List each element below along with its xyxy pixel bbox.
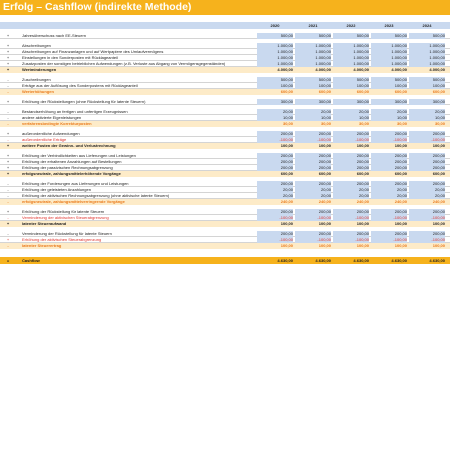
value-cell[interactable]: 100,00 [371, 243, 407, 249]
value-cell[interactable]: 1.000,00 [371, 43, 407, 49]
value-cell[interactable]: 200,00 [333, 209, 369, 215]
operator-cell: + [6, 237, 10, 242]
value-cell[interactable]: 20,00 [371, 187, 407, 193]
operator-cell: + [6, 171, 10, 176]
value-cell[interactable]: 200,00 [409, 159, 445, 165]
value-cell[interactable]: 20,00 [333, 109, 369, 115]
value-cell[interactable]: 200,00 [295, 153, 331, 159]
value-cell[interactable]: 10,00 [371, 115, 407, 121]
value-cell[interactable]: 200,00 [257, 181, 293, 187]
value-cell[interactable]: 200,00 [333, 181, 369, 187]
operator-cell: + [6, 49, 10, 54]
value-cell[interactable]: 500,00 [257, 77, 293, 83]
value-cell[interactable]: 200,00 [371, 181, 407, 187]
row-label[interactable]: Erhöhung der Rückstellung für latente Steuern [22, 209, 105, 214]
value-cell[interactable]: -100,00 [257, 137, 293, 143]
value-cell[interactable]: 500,00 [295, 77, 331, 83]
row-label[interactable]: Erhöhung der Verbindlichkeiten aus Lieferungen und Leistungen [22, 153, 136, 158]
value-cell[interactable]: 20,00 [257, 109, 293, 115]
value-cell[interactable]: 200,00 [333, 153, 369, 159]
year-header[interactable]: 2024 [422, 23, 432, 28]
value-cell[interactable]: 1.000,00 [371, 55, 407, 61]
row-label[interactable]: andere aktivierte Eigenleistungen [22, 115, 82, 120]
value-cell[interactable]: 100,00 [257, 143, 293, 149]
value-cell[interactable]: 600,00 [333, 89, 369, 95]
value-cell[interactable]: 4.630,00 [333, 257, 369, 264]
value-cell[interactable]: 200,00 [257, 131, 293, 137]
value-cell[interactable]: 200,00 [295, 181, 331, 187]
value-cell[interactable]: 4.000,00 [257, 67, 293, 73]
value-cell[interactable]: 200,00 [409, 131, 445, 137]
value-cell[interactable]: 240,00 [295, 199, 331, 205]
value-cell[interactable]: 500,00 [295, 33, 331, 39]
operator-cell: + [6, 143, 10, 148]
year-header[interactable]: 2022 [346, 23, 356, 28]
value-cell[interactable]: 100,00 [333, 143, 369, 149]
value-cell[interactable]: 600,00 [295, 171, 331, 177]
value-cell[interactable]: 1.000,00 [333, 55, 369, 61]
value-cell[interactable]: 30,00 [333, 121, 369, 127]
row-label[interactable]: Verminderung der aktivischen Steuerabgrenzung [22, 215, 109, 220]
value-cell[interactable]: -100,00 [371, 137, 407, 143]
row-label[interactable]: Erhöhung der Rückstellungen (ohne Rückstellung für latente Steuern) [22, 99, 146, 104]
value-cell[interactable]: 200,00 [371, 209, 407, 215]
row-label[interactable]: Jahresüberschuss nach EE-Steuern [22, 33, 87, 38]
row-label[interactable]: Bestandserhöhung an fertigen und unfertigen Erzeugnissen [22, 109, 128, 114]
value-cell[interactable]: 200,00 [295, 131, 331, 137]
value-cell[interactable]: 10,00 [409, 115, 445, 121]
value-cell[interactable]: 100,00 [257, 243, 293, 249]
row-label[interactable]: weitere Posten der Gewinn- und Verlustrechnung [22, 143, 116, 148]
value-cell[interactable]: -100,00 [371, 237, 407, 243]
value-cell[interactable]: 100,00 [295, 143, 331, 149]
value-cell[interactable]: 1.000,00 [295, 49, 331, 55]
row-label[interactable]: Erhöhung der Forderungen aus Lieferungen und Leistungen [22, 181, 129, 186]
value-cell[interactable]: 600,00 [371, 89, 407, 95]
value-cell[interactable]: 200,00 [257, 165, 293, 171]
value-cell[interactable]: 200,00 [295, 209, 331, 215]
row-label[interactable]: außerordentliche Erträge [22, 137, 67, 142]
value-cell[interactable]: 600,00 [257, 171, 293, 177]
row-label[interactable]: Erträge aus der Auflösung des Sonderpostens mit Rücklageanteil [22, 83, 138, 88]
value-cell[interactable]: 200,00 [371, 165, 407, 171]
value-cell[interactable]: 4.630,00 [371, 257, 407, 264]
value-cell[interactable]: 200,00 [371, 231, 407, 237]
operator-cell: + [6, 159, 10, 164]
value-cell[interactable]: 240,00 [371, 199, 407, 205]
value-cell[interactable]: 200,00 [295, 231, 331, 237]
value-cell[interactable]: 100,00 [295, 221, 331, 227]
value-cell[interactable]: -100,00 [333, 215, 369, 221]
value-cell[interactable]: 1.000,00 [409, 49, 445, 55]
value-cell[interactable]: 500,00 [409, 33, 445, 39]
value-cell[interactable]: 1.000,00 [371, 61, 407, 67]
sheet-title: Erfolg – Cashflow (indirekte Methode) [0, 0, 450, 15]
value-cell[interactable]: 500,00 [333, 33, 369, 39]
year-header-row [0, 22, 450, 29]
value-cell[interactable]: 30,00 [295, 121, 331, 127]
value-cell[interactable]: 4.000,00 [333, 67, 369, 73]
operator-cell: - [7, 187, 9, 192]
value-cell[interactable]: 4.000,00 [371, 67, 407, 73]
operator-cell: + [6, 55, 10, 60]
value-cell[interactable]: 4.630,00 [257, 257, 293, 264]
value-cell[interactable]: 1.000,00 [257, 55, 293, 61]
value-cell[interactable]: 200,00 [333, 131, 369, 137]
value-cell[interactable]: 1.000,00 [257, 43, 293, 49]
operator-cell: - [7, 243, 9, 248]
value-cell[interactable]: 20,00 [409, 109, 445, 115]
value-cell[interactable]: 200,00 [371, 159, 407, 165]
value-cell[interactable]: 10,00 [295, 115, 331, 121]
value-cell[interactable]: 200,00 [333, 165, 369, 171]
value-cell[interactable]: 200,00 [409, 209, 445, 215]
operator-cell: + [6, 43, 10, 48]
value-cell[interactable]: 200,00 [257, 231, 293, 237]
value-cell[interactable]: 1.000,00 [295, 61, 331, 67]
value-cell[interactable]: 200,00 [371, 131, 407, 137]
value-cell[interactable]: 200,00 [371, 153, 407, 159]
operator-cell: + [6, 99, 10, 104]
value-cell[interactable]: 200,00 [409, 181, 445, 187]
row-label[interactable]: Erhöhung der passivischen Rechnungsabgrenzung [22, 165, 113, 170]
row-label[interactable]: Erhöhung der aktivischen Rechnungsabgrenzung (ohne aktivische latente Steuern) [22, 193, 170, 198]
value-cell[interactable]: 10,00 [333, 115, 369, 121]
value-cell[interactable]: 600,00 [257, 89, 293, 95]
value-cell[interactable]: 1.000,00 [333, 49, 369, 55]
operator-cell: - [7, 115, 9, 120]
row-label[interactable]: außerordentliche Aufwendungen [22, 131, 80, 136]
operator-cell: + [6, 33, 10, 38]
cashflow-table [0, 22, 450, 264]
operator-cell: - [7, 181, 9, 186]
value-cell[interactable]: 20,00 [257, 187, 293, 193]
value-cell[interactable]: 4.630,00 [409, 257, 445, 264]
value-cell[interactable]: 200,00 [333, 231, 369, 237]
row-label[interactable]: Cashflow [22, 258, 40, 263]
value-cell[interactable]: 200,00 [295, 159, 331, 165]
value-cell[interactable]: 500,00 [409, 77, 445, 83]
operator-cell: - [7, 121, 9, 126]
value-cell[interactable]: 100,00 [409, 83, 445, 89]
value-cell[interactable]: 1.000,00 [257, 61, 293, 67]
value-cell[interactable]: 200,00 [257, 209, 293, 215]
value-cell[interactable]: -100,00 [295, 237, 331, 243]
value-cell[interactable]: 100,00 [333, 221, 369, 227]
value-cell[interactable]: 100,00 [409, 221, 445, 227]
row-label[interactable]: Abschreibungen auf Finanzanlagen und auf Wertpapiere des Umlaufvermögens [22, 49, 164, 54]
value-cell[interactable]: 600,00 [409, 171, 445, 177]
operator-cell: - [7, 83, 9, 88]
value-cell[interactable]: 240,00 [409, 199, 445, 205]
value-cell[interactable]: 200,00 [295, 165, 331, 171]
value-cell[interactable]: 100,00 [257, 221, 293, 227]
value-cell[interactable]: 600,00 [333, 171, 369, 177]
row-label[interactable]: Einstellungen in den Sonderposten mit Rücklageanteil [22, 55, 118, 60]
operator-cell: + [6, 153, 10, 158]
value-cell[interactable]: 20,00 [295, 109, 331, 115]
operator-cell: + [6, 61, 10, 66]
row-label[interactable]: Abschreibungen [22, 43, 51, 48]
row-label[interactable]: Erhöhung der geleisteten Anzahlungen [22, 187, 91, 192]
value-cell[interactable]: 1.000,00 [257, 49, 293, 55]
value-cell[interactable]: 1.000,00 [371, 49, 407, 55]
year-header[interactable]: 2023 [384, 23, 394, 28]
row-label[interactable]: erfolgsneutrale, zahlungsmittelerhöhende Vorgänge [22, 171, 121, 176]
value-cell[interactable]: 100,00 [409, 143, 445, 149]
value-cell[interactable]: 100,00 [333, 83, 369, 89]
value-cell[interactable]: 100,00 [409, 243, 445, 249]
value-cell[interactable]: 240,00 [333, 199, 369, 205]
operator-cell: - [7, 137, 9, 142]
value-cell[interactable]: 20,00 [333, 193, 369, 199]
value-cell[interactable]: 1.000,00 [409, 55, 445, 61]
value-cell[interactable]: 500,00 [333, 77, 369, 83]
value-cell[interactable]: 240,00 [257, 199, 293, 205]
value-cell[interactable]: 30,00 [371, 121, 407, 127]
row-label[interactable]: Erhöhung der aktivischen Steuerabgrenzung [22, 237, 102, 242]
value-cell[interactable]: 4.000,00 [295, 67, 331, 73]
operator-cell: - [7, 199, 9, 204]
value-cell[interactable]: 200,00 [409, 231, 445, 237]
value-cell[interactable]: 200,00 [409, 153, 445, 159]
operator-cell: - [7, 89, 9, 94]
value-cell[interactable]: 100,00 [371, 83, 407, 89]
value-cell[interactable]: 1.000,00 [409, 61, 445, 67]
year-header[interactable]: 2020 [270, 23, 280, 28]
value-cell[interactable]: -100,00 [409, 215, 445, 221]
value-cell[interactable]: 20,00 [333, 187, 369, 193]
value-cell[interactable]: 300,00 [333, 99, 369, 105]
total-row [0, 257, 450, 264]
value-cell[interactable]: 500,00 [257, 33, 293, 39]
row-label[interactable]: erfolgsneutrale, zahlungsmittelverringernde Vorgänge [22, 199, 125, 204]
value-cell[interactable]: 20,00 [409, 187, 445, 193]
operator-cell: - [7, 231, 9, 236]
value-cell[interactable]: -100,00 [257, 215, 293, 221]
year-header[interactable]: 2021 [308, 23, 318, 28]
value-cell[interactable]: -100,00 [333, 237, 369, 243]
value-cell[interactable]: -100,00 [409, 237, 445, 243]
operator-cell: - [7, 215, 9, 220]
value-cell[interactable]: -100,00 [295, 215, 331, 221]
operator-cell: + [6, 209, 10, 214]
value-cell[interactable]: 100,00 [295, 243, 331, 249]
value-cell[interactable]: 20,00 [371, 109, 407, 115]
value-cell[interactable]: 200,00 [409, 165, 445, 171]
row-label[interactable]: Zuschreibungen [22, 77, 51, 82]
value-cell[interactable]: 30,00 [257, 121, 293, 127]
value-cell[interactable]: 200,00 [333, 159, 369, 165]
value-cell[interactable]: 300,00 [371, 99, 407, 105]
value-cell[interactable]: 10,00 [257, 115, 293, 121]
row-label[interactable]: Erhöhung der erhaltenen Anzahlungen auf Bestellungen [22, 159, 122, 164]
operator-cell: + [6, 67, 10, 72]
value-cell[interactable]: 4.000,00 [409, 67, 445, 73]
value-cell[interactable]: 200,00 [257, 153, 293, 159]
value-cell[interactable]: -100,00 [257, 237, 293, 243]
operator-cell: + [6, 221, 10, 226]
value-cell[interactable]: 100,00 [371, 143, 407, 149]
row-label[interactable]: latenter Steuerertrag [22, 243, 62, 248]
operator-cell: + [6, 131, 10, 136]
row-label[interactable]: Verminderung der Rückstellung für latente Steuern [22, 231, 112, 236]
value-cell[interactable]: 600,00 [371, 171, 407, 177]
value-cell[interactable]: 30,00 [409, 121, 445, 127]
value-cell[interactable]: 100,00 [295, 83, 331, 89]
value-cell[interactable]: 300,00 [409, 99, 445, 105]
row-label[interactable]: verfahrensbedingte Korrekturposten [22, 121, 92, 126]
value-cell[interactable]: -100,00 [371, 215, 407, 221]
value-cell[interactable]: 20,00 [409, 193, 445, 199]
row-label[interactable]: latenter Steueraufwand [22, 221, 67, 226]
value-cell[interactable]: 100,00 [333, 243, 369, 249]
operator-cell: - [7, 193, 9, 198]
value-cell[interactable]: 1.000,00 [409, 43, 445, 49]
operator-cell: = [6, 258, 10, 263]
value-cell[interactable]: 500,00 [371, 77, 407, 83]
value-cell[interactable]: 4.630,00 [295, 257, 331, 264]
value-cell[interactable]: 20,00 [371, 193, 407, 199]
operator-cell: + [6, 165, 10, 170]
value-cell[interactable]: 1.000,00 [295, 55, 331, 61]
row-label[interactable]: Zusatzposten der sonstigen betrieblichen Aufwendungen (z.B. Verluste aus Abgang von Vermögensgegenständen) [22, 61, 226, 66]
value-cell[interactable]: 500,00 [371, 33, 407, 39]
operator-cell: - [7, 77, 9, 82]
value-cell[interactable]: 300,00 [257, 99, 293, 105]
value-cell[interactable]: -100,00 [333, 137, 369, 143]
value-cell[interactable]: 1.000,00 [333, 43, 369, 49]
value-cell[interactable]: 20,00 [257, 193, 293, 199]
value-cell[interactable]: -100,00 [409, 137, 445, 143]
value-cell[interactable]: 600,00 [295, 89, 331, 95]
operator-cell: - [7, 109, 9, 114]
value-cell[interactable]: 20,00 [295, 193, 331, 199]
value-cell[interactable]: 100,00 [257, 83, 293, 89]
row-label[interactable]: Werterhöhungen [22, 89, 54, 94]
value-cell[interactable]: 100,00 [371, 221, 407, 227]
value-cell[interactable]: 600,00 [409, 89, 445, 95]
value-cell[interactable]: -100,00 [295, 137, 331, 143]
row-label[interactable]: Wertminderungen [22, 67, 57, 72]
value-cell[interactable]: 200,00 [257, 159, 293, 165]
value-cell[interactable]: 300,00 [295, 99, 331, 105]
value-cell[interactable]: 1.000,00 [333, 61, 369, 67]
value-cell[interactable]: 1.000,00 [295, 43, 331, 49]
value-cell[interactable]: 20,00 [295, 187, 331, 193]
